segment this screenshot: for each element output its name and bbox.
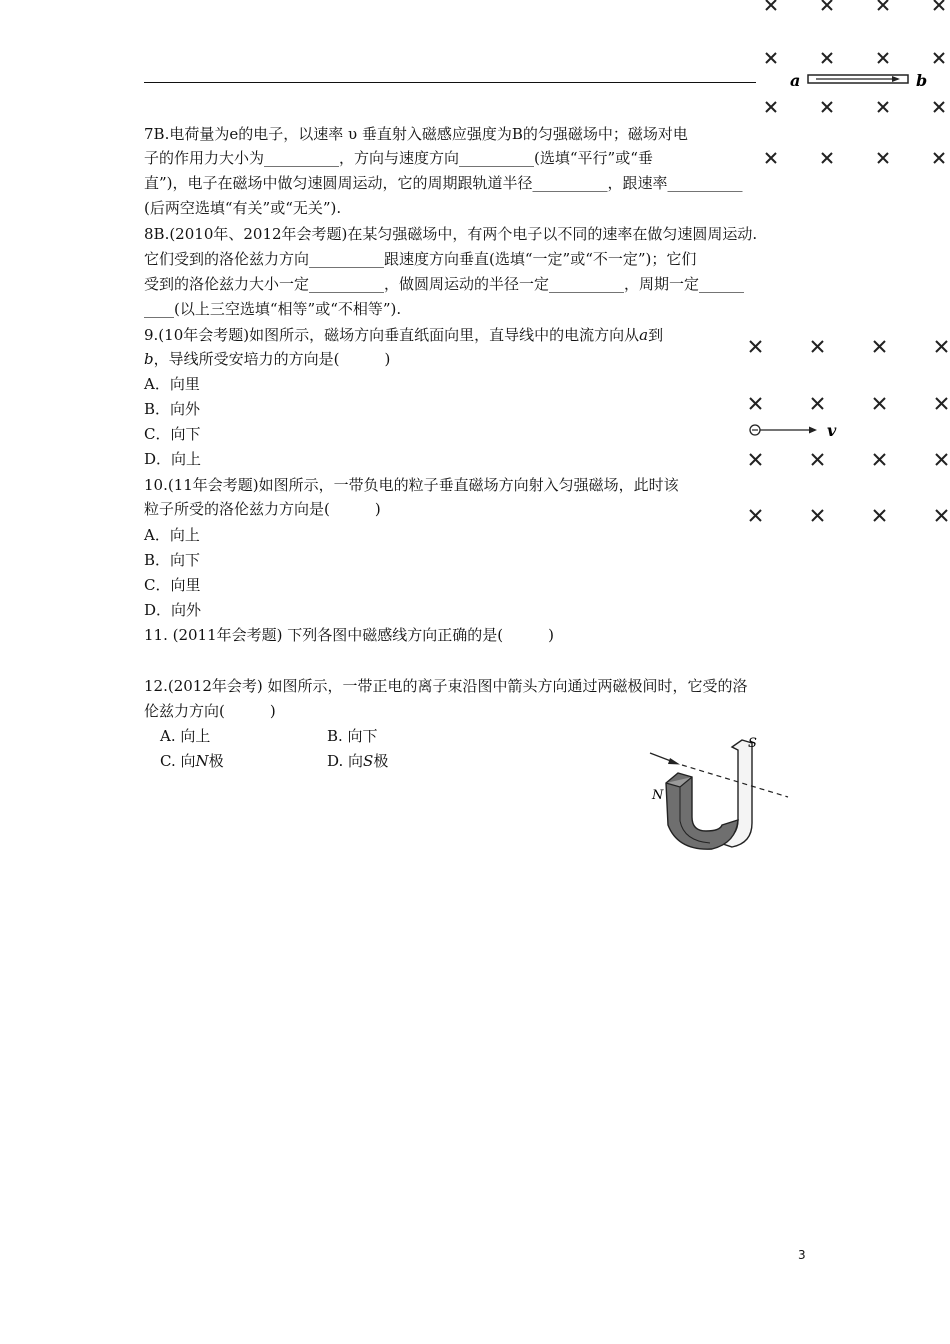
q12-line-2: 伦兹力方向( ) — [144, 702, 276, 720]
q9-option-a: A．向里 — [144, 375, 200, 393]
label-b: b — [916, 71, 928, 90]
q10-line-1: 10.(11年会考题)如图所示，一带负电的粒子垂直磁场方向射入匀强磁场，此时该 — [144, 476, 679, 494]
q9-line-1-text: 9.(10年会考题)如图所示，磁场方向垂直纸面向里，直导线中的电流方向从 — [144, 326, 640, 344]
q12-option-d — [327, 751, 388, 771]
q12-option-a: A. 向上 — [160, 727, 211, 745]
q10-option-d: D．向外 — [144, 601, 202, 619]
q11-line-1: 11. (2011年会考题) 下列各图中磁感线方向正确的是( ) — [144, 626, 554, 644]
q7-line-2: 子的作用力大小为__________，方向与速度方向__________(选填“平行”或“垂 — [144, 149, 653, 167]
q10-option-b: B．向下 — [144, 551, 201, 569]
q12-option-d-tail: 极 — [373, 752, 389, 770]
figure-u-magnet — [640, 725, 800, 855]
q8-line-3: 受到的洛伦兹力大小一定__________，做圆周运动的半径一定__________，周期一定______ — [144, 275, 745, 293]
figure-particle-in-field — [745, 336, 950, 526]
figure-wire-in-field — [750, 0, 950, 175]
q9-line-2-text: ，导线所受安培力的方向是( ) — [153, 350, 391, 368]
q12-option-c-text: C. 向 — [160, 752, 196, 770]
q9-option-c: C．向下 — [144, 425, 201, 443]
q9-option-d: D．向上 — [144, 450, 202, 468]
q9-line-1 — [144, 325, 663, 345]
q12-option-c — [160, 751, 224, 771]
label-s-pole: S — [748, 736, 757, 751]
header-rule — [144, 82, 756, 83]
q9-line-2 — [144, 349, 390, 369]
q7-line-3: 直”)，电子在磁场中做匀速圆周运动，它的周期跟轨道半径__________，跟速率__________ — [144, 174, 743, 192]
label-n-pole: N — [652, 788, 664, 803]
q12-option-b: B. 向下 — [327, 727, 378, 745]
q9-label-a: a — [639, 326, 649, 344]
q7-line-1: 7B.电荷量为e的电子，以速率 υ 垂直射入磁感应强度为B的匀强磁场中；磁场对电 — [144, 125, 688, 143]
q9-line-1-tail: 到 — [648, 326, 664, 344]
q7-line-4: (后两空选填“有关”或“无关”). — [144, 199, 342, 217]
q12-line-1: 12.(2012年会考) 如图所示，一带正电的离子束沿图中箭头方向通过两磁极间时，它受的洛 — [144, 677, 748, 695]
q12-option-d-text: D. 向 — [327, 752, 364, 770]
q10-line-2: 粒子所受的洛伦兹力方向是( ) — [144, 500, 381, 518]
page-number: 3 — [798, 1248, 806, 1262]
q8-line-4: ____(以上三空选填“相等”或“不相等”). — [144, 300, 402, 318]
q9-label-b: b — [144, 350, 154, 368]
q9-option-b: B．向外 — [144, 400, 201, 418]
q12-option-c-pole: N — [195, 752, 209, 770]
q12-option-c-tail: 极 — [208, 752, 224, 770]
q8-line-2: 它们受到的洛伦兹力方向__________跟速度方向垂直(选填“一定”或“不一定”)；它们 — [144, 250, 697, 268]
q8-line-1: 8B.(2010年、2012年会考题)在某匀强磁场中，有两个电子以不同的速率在做匀速圆周运动. — [144, 225, 758, 243]
q10-option-a: A．向上 — [144, 526, 200, 544]
label-a: a — [790, 71, 801, 90]
q12-option-d-pole: S — [363, 752, 374, 770]
label-v: v — [827, 421, 837, 440]
q10-option-c: C．向里 — [144, 576, 201, 594]
